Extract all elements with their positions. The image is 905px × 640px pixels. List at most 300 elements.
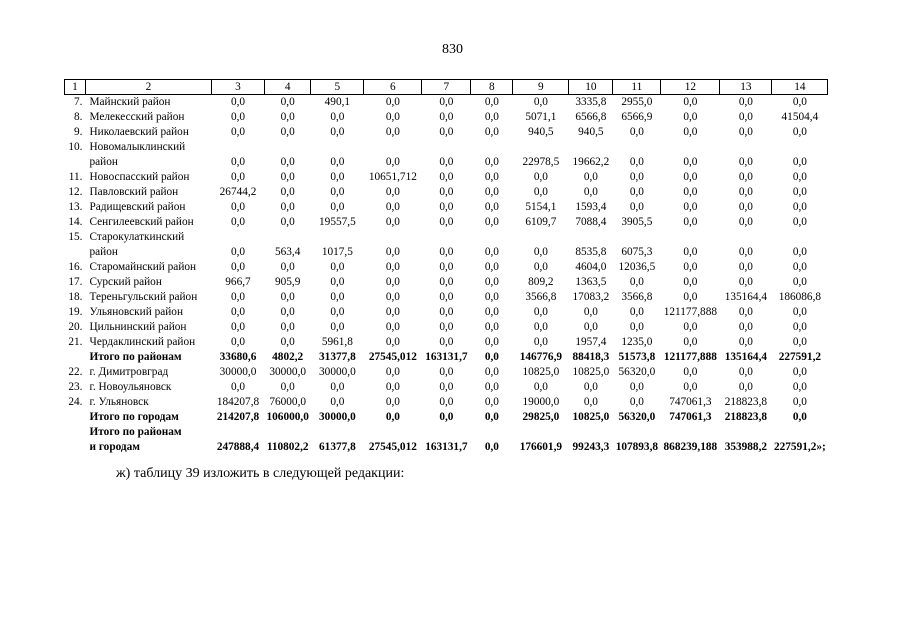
cell-value: 0,0 bbox=[439, 336, 454, 348]
cell-value: 0,0 bbox=[792, 366, 807, 378]
table-row bbox=[65, 125, 828, 140]
cell-value: 0,0 bbox=[385, 96, 400, 108]
cell-value: 33680,6 bbox=[219, 351, 257, 363]
cell-value: 0,0 bbox=[280, 261, 295, 273]
cell-value: 0,0 bbox=[484, 276, 499, 288]
table-row bbox=[65, 140, 828, 155]
cell-value: 0,0 bbox=[629, 126, 644, 138]
cell-value: 0,0 bbox=[230, 336, 246, 348]
cell-value: 0,0 bbox=[738, 111, 753, 123]
cell-value: 0,0 bbox=[385, 126, 400, 138]
cell-value bbox=[471, 140, 513, 155]
row-name: Старомайнский район bbox=[89, 261, 197, 273]
cell-value: 0,0 bbox=[629, 186, 644, 198]
cell-value: 0,0 bbox=[280, 291, 295, 303]
cell-value: 0,0 bbox=[792, 276, 807, 288]
cell-value: 186086,8 bbox=[778, 291, 822, 303]
cell-value: 99243,3 bbox=[572, 441, 610, 453]
cell-value: 0,0 bbox=[792, 156, 807, 168]
row-number bbox=[65, 425, 86, 440]
row-name: Старокулаткинский bbox=[89, 231, 185, 243]
cell-value: 0,0 bbox=[484, 186, 499, 198]
cell-value bbox=[772, 230, 828, 245]
cell-value: 135164,4 bbox=[724, 351, 768, 363]
cell-value: 0,0 bbox=[484, 411, 499, 423]
row-name: Новомалыклинский bbox=[89, 141, 186, 153]
cell-value: 0,0 bbox=[738, 306, 753, 318]
cell-value: 0,0 bbox=[385, 186, 400, 198]
row-name: Ульяновский район bbox=[89, 306, 183, 318]
total-row bbox=[65, 440, 828, 455]
row-name: Майнский район bbox=[89, 96, 171, 108]
cell-value: 0,0 bbox=[738, 336, 753, 348]
cell-value: 0,0 bbox=[738, 261, 753, 273]
cell-value: 0,0 bbox=[629, 201, 644, 213]
cell-value: 0,0 bbox=[629, 171, 644, 183]
cell-value bbox=[422, 140, 471, 155]
cell-value: 0,0 bbox=[629, 306, 644, 318]
row-number: 21. bbox=[68, 336, 83, 348]
row-number: 22. bbox=[68, 366, 83, 378]
cell-value bbox=[613, 425, 661, 440]
row-name: Мелекесский район bbox=[89, 111, 185, 123]
cell-value: 0,0 bbox=[439, 381, 454, 393]
cell-value: 0,0 bbox=[792, 216, 807, 228]
cell-value: 0,0 bbox=[533, 96, 548, 108]
cell-value: 490,1 bbox=[324, 96, 351, 108]
cell-value: 0,0 bbox=[330, 186, 345, 198]
cell-value: 0,0 bbox=[792, 381, 807, 393]
cell-value: 0,0 bbox=[683, 111, 698, 123]
cell-value: 2955,0 bbox=[621, 96, 653, 108]
row-name: и городам bbox=[89, 441, 140, 453]
cell-value: 10825,0 bbox=[572, 411, 610, 423]
cell-value: 0,0 bbox=[683, 276, 698, 288]
cell-value: 107893,8 bbox=[615, 441, 659, 453]
cell-value: 0,0 bbox=[385, 336, 400, 348]
cell-value: 0,0 bbox=[230, 291, 246, 303]
cell-value: 10651,712 bbox=[368, 171, 417, 183]
cell-value: 0,0 bbox=[484, 336, 499, 348]
cell-value: 176601,9 bbox=[519, 441, 563, 453]
cell-value: 56320,0 bbox=[618, 411, 656, 423]
row-number: 9. bbox=[74, 126, 83, 138]
cell-value: 0,0 bbox=[230, 306, 246, 318]
cell-value: 0,0 bbox=[439, 201, 454, 213]
cell-value: 940,5 bbox=[578, 126, 604, 138]
cell-value: 0,0 bbox=[738, 246, 753, 258]
row-number bbox=[65, 410, 86, 425]
cell-value: 0,0 bbox=[439, 126, 454, 138]
cell-value: 0,0 bbox=[484, 261, 499, 273]
cell-value: 0,0 bbox=[792, 306, 807, 318]
cell-value: 0,0 bbox=[738, 201, 753, 213]
table-row bbox=[65, 215, 828, 230]
cell-value: 0,0 bbox=[683, 201, 698, 213]
column-header: 1 bbox=[65, 80, 86, 95]
cell-value: 4604,0 bbox=[575, 261, 607, 273]
cell-value: 0,0 bbox=[683, 321, 698, 333]
cell-value: 0,0 bbox=[230, 201, 246, 213]
table-row bbox=[65, 290, 828, 305]
cell-value bbox=[265, 230, 311, 245]
cell-value: 0,0 bbox=[230, 246, 246, 258]
row-name: г. Димитровград bbox=[89, 366, 169, 378]
cell-value: 0,0 bbox=[683, 381, 698, 393]
row-name: Чердаклинский район bbox=[89, 336, 196, 348]
row-number bbox=[65, 350, 86, 365]
cell-value bbox=[422, 425, 471, 440]
column-header: 14 bbox=[772, 80, 828, 95]
row-name: Павловский район bbox=[89, 186, 179, 198]
cell-value: 163131,7 bbox=[425, 441, 468, 453]
cell-value: 905,9 bbox=[274, 276, 301, 288]
cell-value: 0,0 bbox=[330, 126, 345, 138]
column-header: 9 bbox=[513, 80, 569, 95]
cell-value: 30000,0 bbox=[269, 366, 307, 378]
row-name: Сенгилеевский район bbox=[89, 216, 194, 228]
cell-value: 0,0 bbox=[385, 261, 400, 273]
cell-value: 0,0 bbox=[230, 171, 246, 183]
cell-value: 0,0 bbox=[738, 156, 753, 168]
cell-value: 0,0 bbox=[385, 291, 400, 303]
cell-value: 0,0 bbox=[583, 306, 598, 318]
cell-value bbox=[772, 425, 828, 440]
cell-value: 0,0 bbox=[738, 381, 753, 393]
cell-value: 0,0 bbox=[330, 201, 345, 213]
cell-value: 0,0 bbox=[439, 261, 454, 273]
row-number: 24. bbox=[68, 396, 83, 408]
cell-value: 0,0 bbox=[280, 306, 295, 318]
cell-value bbox=[772, 140, 828, 155]
cell-value: 0,0 bbox=[583, 186, 598, 198]
page-number: 830 bbox=[442, 42, 463, 57]
total-row bbox=[65, 350, 828, 365]
cell-value: 0,0 bbox=[484, 111, 499, 123]
cell-value bbox=[471, 425, 513, 440]
cell-value: 0,0 bbox=[439, 186, 454, 198]
cell-value: 0,0 bbox=[583, 321, 598, 333]
row-number: 12. bbox=[68, 186, 83, 198]
cell-value: 10825,0 bbox=[572, 366, 610, 378]
table-header bbox=[65, 80, 828, 95]
cell-value: 0,0 bbox=[629, 381, 644, 393]
cell-value: 10825,0 bbox=[522, 366, 560, 378]
cell-value: 0,0 bbox=[484, 171, 499, 183]
row-name: Итого по городам bbox=[89, 411, 179, 423]
cell-value: 0,0 bbox=[230, 321, 246, 333]
cell-value: 0,0 bbox=[230, 111, 246, 123]
cell-value bbox=[212, 140, 265, 155]
row-number: 20. bbox=[68, 321, 83, 333]
cell-value: 0,0 bbox=[792, 186, 807, 198]
cell-value bbox=[569, 230, 613, 245]
table-row bbox=[65, 395, 828, 410]
column-header: 13 bbox=[720, 80, 772, 95]
cell-value bbox=[364, 230, 422, 245]
cell-value: 0,0 bbox=[738, 126, 753, 138]
cell-value: 0,0 bbox=[484, 156, 499, 168]
cell-value: 563,4 bbox=[274, 246, 301, 258]
row-number: 18. bbox=[68, 291, 83, 303]
cell-value: 0,0 bbox=[280, 321, 295, 333]
row-number: 10. bbox=[68, 141, 83, 153]
cell-value: 0,0 bbox=[683, 186, 698, 198]
cell-value: 0,0 bbox=[385, 111, 400, 123]
cell-value bbox=[364, 425, 422, 440]
row-name: Цильнинский район bbox=[89, 321, 187, 333]
cell-value: 30000,0 bbox=[319, 411, 356, 423]
cell-value: 3566,8 bbox=[621, 291, 653, 303]
row-number bbox=[65, 245, 86, 260]
cell-value: 0,0 bbox=[738, 171, 753, 183]
cell-value: 0,0 bbox=[792, 201, 807, 213]
column-header: 5 bbox=[311, 80, 364, 95]
cell-value: 0,0 bbox=[533, 171, 548, 183]
cell-value: 0,0 bbox=[280, 201, 295, 213]
column-header: 4 bbox=[265, 80, 311, 95]
cell-value: 0,0 bbox=[683, 216, 698, 228]
row-number: 7. bbox=[74, 96, 83, 108]
cell-value: 29825,0 bbox=[522, 411, 560, 423]
cell-value bbox=[613, 230, 661, 245]
cell-value: 218823,8 bbox=[724, 396, 768, 408]
cell-value: 747061,3 bbox=[669, 411, 712, 423]
cell-value bbox=[212, 425, 265, 440]
row-name: район bbox=[89, 246, 118, 258]
cell-value: 6075,3 bbox=[621, 246, 653, 258]
cell-value: 0,0 bbox=[280, 126, 295, 138]
cell-value bbox=[661, 230, 720, 245]
cell-value: 0,0 bbox=[385, 411, 400, 423]
cell-value bbox=[471, 230, 513, 245]
cell-value: 0,0 bbox=[583, 381, 598, 393]
cell-value: 6109,7 bbox=[525, 216, 557, 228]
column-header: 8 bbox=[471, 80, 513, 95]
cell-value: 0,0 bbox=[280, 381, 295, 393]
row-name: Итого по районам bbox=[89, 426, 182, 438]
column-header: 6 bbox=[364, 80, 422, 95]
cell-value: 0,0 bbox=[533, 336, 548, 348]
cell-value: 0,0 bbox=[533, 306, 548, 318]
cell-value: 0,0 bbox=[792, 396, 807, 408]
cell-value: 747061,3 bbox=[669, 396, 712, 408]
cell-value: 0,0 bbox=[439, 246, 454, 258]
cell-value: 0,0 bbox=[792, 411, 807, 423]
column-header: 7 bbox=[422, 80, 471, 95]
row-name: район bbox=[89, 156, 118, 168]
cell-value bbox=[513, 140, 569, 155]
column-header: 11 bbox=[613, 80, 661, 95]
table-row bbox=[65, 230, 828, 245]
row-name: Николаевский район bbox=[89, 126, 189, 138]
cell-value: 0,0 bbox=[280, 186, 295, 198]
table-row bbox=[65, 245, 828, 260]
row-number: 8. bbox=[74, 111, 83, 123]
cell-value: 0,0 bbox=[738, 366, 753, 378]
cell-value: 0,0 bbox=[484, 216, 499, 228]
cell-value: 809,2 bbox=[528, 276, 554, 288]
cell-value: 3566,8 bbox=[525, 291, 557, 303]
cell-value: 0,0 bbox=[484, 306, 499, 318]
table-row bbox=[65, 185, 828, 200]
cell-value: 0,0 bbox=[439, 306, 454, 318]
cell-value bbox=[661, 140, 720, 155]
cell-value: 247888,4 bbox=[216, 441, 260, 453]
cell-value: 0,0 bbox=[792, 96, 807, 108]
cell-value: 0,0 bbox=[629, 396, 644, 408]
table-row bbox=[65, 260, 828, 275]
cell-value: 1363,5 bbox=[575, 276, 607, 288]
cell-value: 0,0 bbox=[439, 291, 454, 303]
cell-value: 27545,012 bbox=[368, 441, 417, 453]
table-row bbox=[65, 275, 828, 290]
cell-value: 19662,2 bbox=[572, 156, 610, 168]
cell-value: 0,0 bbox=[439, 216, 454, 228]
cell-value: 0,0 bbox=[385, 321, 400, 333]
cell-value: 0,0 bbox=[484, 126, 499, 138]
table-row bbox=[65, 170, 828, 185]
cell-value bbox=[364, 140, 422, 155]
cell-value: 0,0 bbox=[385, 156, 400, 168]
row-number bbox=[65, 155, 86, 170]
cell-value: 0,0 bbox=[280, 96, 295, 108]
cell-value: 0,0 bbox=[230, 261, 246, 273]
cell-value: 3335,8 bbox=[575, 96, 607, 108]
cell-value bbox=[720, 425, 772, 440]
cell-value: 0,0 bbox=[280, 216, 295, 228]
row-number: 16. bbox=[68, 261, 83, 273]
row-name: Сурский район bbox=[89, 276, 162, 288]
row-number: 15. bbox=[68, 231, 83, 243]
cell-value: 17083,2 bbox=[572, 291, 610, 303]
cell-value: 0,0 bbox=[484, 366, 499, 378]
cell-value: 0,0 bbox=[792, 336, 807, 348]
table-row bbox=[65, 110, 828, 125]
cell-value bbox=[720, 140, 772, 155]
cell-value: 19557,5 bbox=[319, 216, 356, 228]
cell-value: 5071,1 bbox=[525, 111, 557, 123]
cell-value: 218823,8 bbox=[724, 411, 768, 423]
row-number: 19. bbox=[68, 306, 83, 318]
cell-value: 0,0 bbox=[280, 111, 295, 123]
cell-value: 0,0 bbox=[683, 291, 698, 303]
cell-value bbox=[265, 140, 311, 155]
cell-value: 0,0 bbox=[330, 291, 345, 303]
table-row bbox=[65, 95, 828, 111]
cell-value: 0,0 bbox=[385, 396, 400, 408]
cell-value: 0,0 bbox=[683, 126, 698, 138]
cell-value: 0,0 bbox=[792, 171, 807, 183]
cell-value: 0,0 bbox=[583, 171, 598, 183]
cell-value: 0,0 bbox=[792, 246, 807, 258]
cell-value: 0,0 bbox=[484, 321, 499, 333]
row-number: 17. bbox=[68, 276, 83, 288]
cell-value: 110802,2 bbox=[266, 441, 309, 453]
cell-value: 0,0 bbox=[484, 351, 499, 363]
cell-value: 184207,8 bbox=[216, 396, 260, 408]
cell-value: 353988,2 bbox=[724, 441, 768, 453]
cell-value: 0,0 bbox=[280, 171, 295, 183]
cell-value: 0,0 bbox=[738, 321, 753, 333]
row-number bbox=[65, 440, 86, 455]
row-number: 23. bbox=[68, 381, 83, 393]
cell-value: 61377,8 bbox=[319, 441, 356, 453]
cell-value: 5961,8 bbox=[321, 336, 353, 348]
cell-value: 1957,4 bbox=[575, 336, 607, 348]
table-row bbox=[65, 365, 828, 380]
cell-value: 0,0 bbox=[792, 261, 807, 273]
cell-value: 0,0 bbox=[533, 186, 548, 198]
cell-value: 0,0 bbox=[683, 156, 698, 168]
cell-value: 30000,0 bbox=[219, 366, 257, 378]
cell-value: 214207,8 bbox=[216, 411, 260, 423]
row-name: Итого по районам bbox=[89, 351, 182, 363]
cell-value: 0,0 bbox=[330, 396, 345, 408]
cell-value: 0,0 bbox=[738, 96, 753, 108]
cell-value: 0,0 bbox=[330, 171, 345, 183]
cell-value: 940,5 bbox=[528, 126, 554, 138]
cell-value: 0,0 bbox=[533, 381, 548, 393]
cell-value: 0,0 bbox=[533, 321, 548, 333]
total-row bbox=[65, 425, 828, 440]
cell-value: 0,0 bbox=[629, 276, 644, 288]
cell-value: 0,0 bbox=[738, 216, 753, 228]
column-header: 2 bbox=[86, 80, 212, 95]
cell-value: 0,0 bbox=[484, 396, 499, 408]
cell-value: 227591,2 bbox=[778, 351, 822, 363]
cell-value: 0,0 bbox=[330, 156, 345, 168]
cell-value: 0,0 bbox=[738, 186, 753, 198]
data-table bbox=[64, 79, 828, 455]
cell-value: 0,0 bbox=[439, 396, 454, 408]
cell-value bbox=[265, 425, 311, 440]
cell-value: 31377,8 bbox=[319, 351, 356, 363]
footer-text: ж) таблицу 39 изложить в следующей редакции: bbox=[116, 466, 405, 481]
cell-value: 0,0 bbox=[484, 96, 499, 108]
cell-value: 0,0 bbox=[439, 321, 454, 333]
cell-value: 0,0 bbox=[230, 216, 246, 228]
cell-value: 0,0 bbox=[683, 336, 698, 348]
cell-value bbox=[513, 425, 569, 440]
cell-value: 0,0 bbox=[385, 201, 400, 213]
cell-value: 0,0 bbox=[683, 366, 698, 378]
cell-value: 1235,0 bbox=[621, 336, 653, 348]
cell-value: 0,0 bbox=[738, 276, 753, 288]
cell-value bbox=[311, 230, 364, 245]
cell-value: 1017,5 bbox=[321, 246, 353, 258]
cell-value: 41504,4 bbox=[781, 111, 819, 123]
cell-value bbox=[212, 230, 265, 245]
cell-value bbox=[613, 140, 661, 155]
cell-value: 0,0 bbox=[385, 216, 400, 228]
cell-value: 0,0 bbox=[330, 321, 345, 333]
cell-value bbox=[311, 140, 364, 155]
cell-value: 0,0 bbox=[533, 246, 548, 258]
cell-value: 0,0 bbox=[484, 201, 499, 213]
cell-value: 1593,4 bbox=[575, 201, 607, 213]
cell-value: 227591,2»; bbox=[773, 441, 826, 453]
cell-value: 0,0 bbox=[385, 246, 400, 258]
cell-value bbox=[661, 425, 720, 440]
cell-value: 0,0 bbox=[330, 381, 345, 393]
cell-value: 0,0 bbox=[280, 156, 295, 168]
cell-value: 0,0 bbox=[439, 411, 454, 423]
table-row bbox=[65, 200, 828, 215]
column-header: 12 bbox=[661, 80, 720, 95]
table-row bbox=[65, 155, 828, 170]
cell-value: 868239,188 bbox=[663, 441, 718, 453]
